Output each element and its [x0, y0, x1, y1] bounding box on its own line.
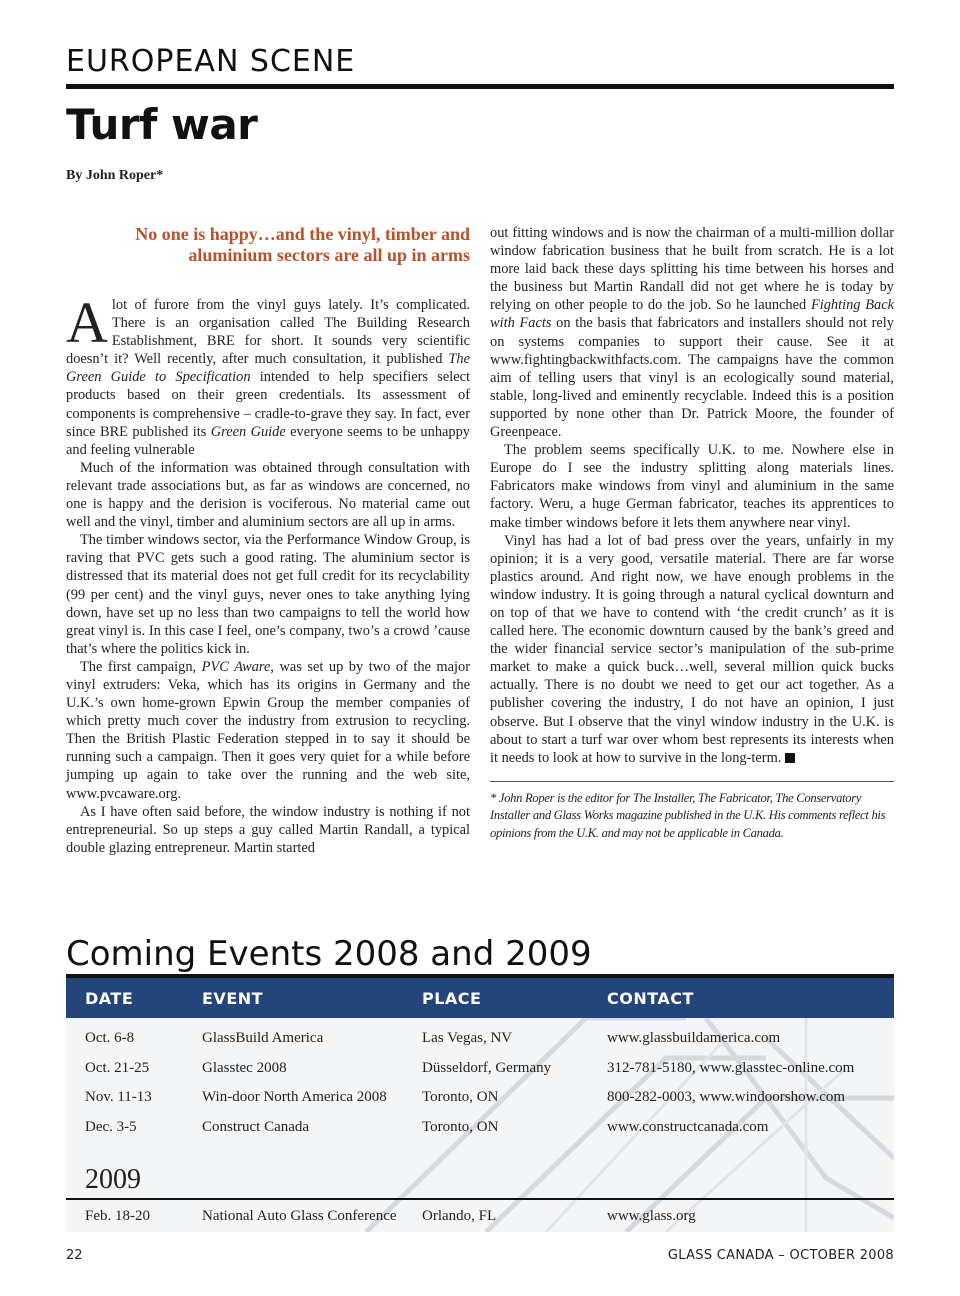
column-header-date: DATE — [85, 989, 134, 1008]
events-table-header — [66, 978, 894, 1018]
article-column-right — [490, 224, 894, 842]
paragraph: out fitting windows and is now the chairman of a multi-million dollar window fabrication business that he built from scratch. He is a lot more laid back these days splitting his time between his horses and the business but Martin Randall did not get where he is today by relying on other people to do the job. So he launched Fighting Back with Facts on the basis that fabricators and installers should not rely on systems companies to support their cause. See it at www.fightingbackwithfacts.com. The campaigns have the common aim of telling users that vinyl is an ecologically sound material, stable, long-lived and eminently recyclable. Indeed this is a position supported by none other than Dr. Patrick Moore, the founder of Greenpeace. — [490, 225, 894, 441]
table-row — [66, 1083, 894, 1113]
column-header-event: EVENT — [202, 989, 264, 1008]
event-date: Dec. 3-5 — [85, 1119, 137, 1135]
drop-cap: A — [66, 290, 108, 355]
event-place: Las Vegas, NV — [422, 1030, 513, 1046]
table-row — [66, 1024, 894, 1054]
paragraph: The problem seems specifically U.K. to me. Nowhere else in Europe do I see the industry splitting along materials lines. Fabricators make windows from vinyl and aluminium in the same factory. Weru, a huge German fabricator, teaches its apprentices to make timber windows before it lets them anywhere near vinyl. — [490, 442, 894, 531]
year-heading-2009: 2009 — [85, 1164, 141, 1195]
header-rule — [66, 84, 894, 89]
end-mark-icon — [785, 753, 795, 763]
paragraph: Much of the information was obtained through consultation with relevant trade associations but, as far as windows are concerned, no one is happy and the derision is vociferous. No material came out well and the vinyl, timber and aluminium sectors are all up in arms. — [66, 459, 470, 531]
year-divider — [66, 1198, 894, 1200]
event-name: GlassBuild America — [202, 1030, 324, 1046]
article-column-left — [66, 224, 470, 857]
column-header-place: PLACE — [422, 989, 482, 1008]
event-place: Düsseldorf, Germany — [422, 1060, 552, 1076]
event-name: Win-door North America 2008 — [202, 1089, 387, 1105]
event-date: Oct. 6-8 — [85, 1030, 135, 1046]
table-row — [66, 1202, 894, 1232]
column-header-contact: CONTACT — [607, 989, 694, 1008]
event-contact: www.constructcanada.com — [607, 1119, 769, 1135]
event-date: Feb. 18-20 — [85, 1208, 150, 1224]
event-name: Glasstec 2008 — [202, 1060, 287, 1076]
event-date: Nov. 11-13 — [85, 1089, 152, 1105]
paragraph: The first campaign, PVC Aware, was set up by two of the major vinyl extruders: Veka, which has its origins in Germany and the U.K.’s own home-grown Epwin Group the member companies of which pretty much cover the industry from extrusion to recycling. Then the British Plastic Federation stepped in to say it should be running such a campaign. Then it goes very quiet for a while before jumping up again to take over the running and the web site, www.pvcaware.org. — [66, 658, 471, 802]
table-row — [66, 1113, 894, 1143]
event-name: Construct Canada — [202, 1119, 310, 1135]
paragraph: The timber windows sector, via the Performance Window Group, is raving that PVC gets such a good rating. The aluminium sector is distressed that its material does not get full credit for its recyclability (99 per cent) and the vinyl guys, never ones to take anything lying down, have set up no less than two campaigns to tell the world how great vinyl is. In this case I feel, one’s company, two’s a crowd ’cause that’s where the politics kick in. — [66, 532, 470, 657]
paragraph: As I have often said before, the window industry is nothing if not entrepreneurial. So up steps a guy called Martin Randall, a typical double glazing entrepreneur. Martin started — [66, 803, 470, 856]
events-title: Coming Events 2008 and 2009 — [66, 934, 592, 974]
page-number: 22 — [66, 1248, 83, 1263]
event-contact: www.glass.org — [607, 1208, 696, 1224]
event-place: Orlando, FL — [422, 1208, 497, 1224]
section-kicker: EUROPEAN SCENE — [66, 44, 356, 79]
event-place: Toronto, ON — [422, 1119, 499, 1135]
article-title: Turf war — [66, 100, 258, 149]
footnote-divider — [490, 781, 894, 782]
event-contact: www.glassbuildamerica.com — [607, 1030, 781, 1046]
event-contact: 800-282-0003, www.windoorshow.com — [607, 1089, 846, 1105]
table-row — [66, 1054, 894, 1084]
author-footnote: * John Roper is the editor for The Installer, The Fabricator, The Conservatory Installer and Glass Works magazine published in the U.K. His comments reflect his opinions from the U.K. and may not be applicable in Canada. — [490, 790, 886, 840]
event-place: Toronto, ON — [422, 1089, 499, 1105]
events-table — [66, 978, 894, 1232]
publication-footer: GLASS CANADA – OCTOBER 2008 — [667, 1248, 894, 1263]
paragraph: Vinyl has had a lot of bad press over the years, unfairly in my opinion; it is a very good, versatile material. There are far worse plastics around. And right now, we have enough problems in the window industry. It is going through a natural cyclical downturn and on top of that we have to contend with ‘the credit crunch’ as it is called here. The economic downturn caused by the bank’s greed and the wider financial service sector’s manipulation of the sub-prime market to make a quick buck…well, several million quick bucks actually. There is no doubt we need to get our act together. As a publisher covering the industry, I do not have an opinion, I just observe. But I observe that the vinyl window industry in the U.K. is about to start a turf war over whom best represents its interests when it needs to look at how to survive in the long-term. — [490, 532, 894, 766]
byline: By John Roper* — [66, 168, 164, 183]
event-date: Oct. 21-25 — [85, 1060, 150, 1076]
event-contact: 312-781-5180, www.glasstec-online.com — [607, 1060, 855, 1076]
article-deck: No one is happy…and the vinyl, timber and aluminium sectors are all up in arms — [135, 224, 470, 265]
event-name: National Auto Glass Conference — [202, 1208, 397, 1224]
paragraph: Alot of furore from the vinyl guys lately. It’s complicated. There is an organisation called The Building Research Establishment, BRE for short. It sounds very scientific doesn’t it? Well recently, after much consultation, it published The Green Guide to Specification intended to help specifiers select products based on their green credentials. Its assessment of components is comprehensive – cradle-to-grave they say. In fact, ever since BRE published its Green Guide everyone seems to be unhappy and feeling vulnerable — [66, 290, 470, 458]
